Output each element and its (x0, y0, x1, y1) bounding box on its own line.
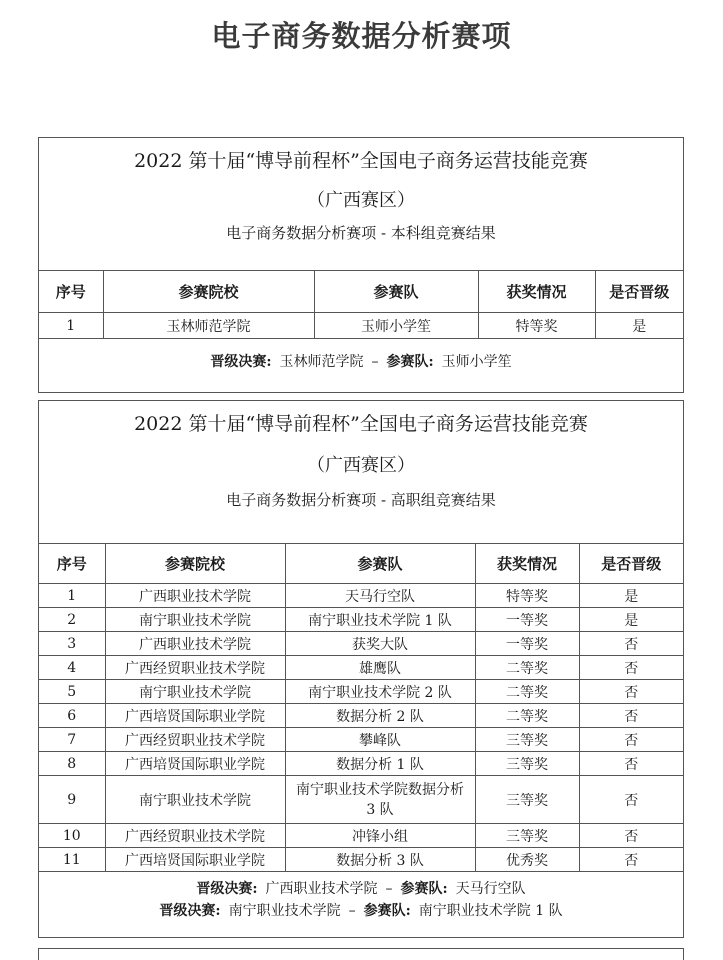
table-cell: 二等奖 (475, 656, 579, 680)
table-cell: 9 (39, 776, 105, 824)
table-row (39, 632, 683, 656)
vocational-results-section (38, 400, 684, 938)
table-cell: 雄鹰队 (285, 656, 475, 680)
table-header-row (39, 544, 683, 584)
table-cell: 南宁职业技术学院 1 队 (285, 608, 475, 632)
finals-team: 玉师小学笙 (441, 354, 512, 370)
region-title: （广西赛区） (307, 190, 415, 211)
competition-title: 2022 第十届“博导前程杯”全国电子商务运营技能竞赛 (134, 413, 588, 435)
finals-separator: – (348, 903, 356, 919)
table-cell: 三等奖 (475, 776, 579, 824)
finals-line (39, 878, 683, 900)
column-header: 获奖情况 (475, 544, 579, 584)
table-cell: 11 (39, 848, 105, 872)
table-cell: 攀峰队 (285, 728, 475, 752)
column-header: 序号 (39, 271, 103, 313)
table-cell: 数据分析 3 队 (285, 848, 475, 872)
table-row (39, 656, 683, 680)
table-cell: 获奖大队 (285, 632, 475, 656)
finals-separator: – (385, 881, 393, 897)
table-cell: 6 (39, 704, 105, 728)
finals-label: 晋级决赛: (210, 354, 272, 370)
table-cell: 否 (579, 680, 683, 704)
group-title: 电子商务数据分析赛项 - 高职组竞赛结果 (226, 491, 496, 509)
table-cell: 特等奖 (475, 584, 579, 608)
table-cell: 三等奖 (475, 728, 579, 752)
table-cell: 南宁职业技术学院数据分析 3 队 (285, 776, 475, 824)
group-title: 电子商务数据分析赛项 - 本科组竞赛结果 (226, 224, 496, 242)
table-cell: 否 (579, 848, 683, 872)
finals-school: 玉林师范学院 (279, 354, 364, 370)
page-title: 电子商务数据分析赛项 (211, 19, 512, 53)
undergrad-results-table (39, 270, 683, 339)
table-row (39, 848, 683, 872)
table-row (39, 824, 683, 848)
table-header-row (39, 271, 683, 313)
region-title: （广西赛区） (307, 455, 415, 476)
table-cell: 特等奖 (478, 313, 595, 339)
table-body (39, 313, 683, 339)
table-cell: 4 (39, 656, 105, 680)
table-cell: 否 (579, 728, 683, 752)
table-cell: 二等奖 (475, 704, 579, 728)
table-cell: 否 (579, 632, 683, 656)
table-cell: 广西经贸职业技术学院 (105, 824, 285, 848)
team-label: 参赛队: (400, 881, 448, 897)
finals-school: 广西职业技术学院 (265, 881, 378, 897)
table-cell: 一等奖 (475, 632, 579, 656)
table-cell: 是 (579, 608, 683, 632)
table-cell: 三等奖 (475, 824, 579, 848)
finals-label: 晋级决赛: (196, 881, 258, 897)
table-body (39, 584, 683, 872)
table-cell: 玉林师范学院 (103, 313, 314, 339)
table-cell: 广西培贤国际职业学院 (105, 752, 285, 776)
finals-team: 天马行空队 (455, 881, 526, 897)
finals-line (39, 900, 683, 922)
table-cell: 10 (39, 824, 105, 848)
column-header: 获奖情况 (478, 271, 595, 313)
table-cell: 玉师小学笙 (314, 313, 478, 339)
table-cell: 三等奖 (475, 752, 579, 776)
column-header: 参赛队 (314, 271, 478, 313)
table-cell: 数据分析 1 队 (285, 752, 475, 776)
table-cell: 1 (39, 313, 103, 339)
column-header: 是否晋级 (595, 271, 683, 313)
table-cell: 优秀奖 (475, 848, 579, 872)
table-cell: 天马行空队 (285, 584, 475, 608)
table-cell: 否 (579, 824, 683, 848)
table-row (39, 704, 683, 728)
table-cell: 南宁职业技术学院 (105, 608, 285, 632)
finals-label: 晋级决赛: (159, 903, 221, 919)
table-cell: 8 (39, 752, 105, 776)
table-cell: 冲锋小组 (285, 824, 475, 848)
table-cell: 广西经贸职业技术学院 (105, 728, 285, 752)
table-row (39, 313, 683, 339)
table-cell: 广西职业技术学院 (105, 632, 285, 656)
table-cell: 南宁职业技术学院 2 队 (285, 680, 475, 704)
table-row (39, 584, 683, 608)
table-cell: 南宁职业技术学院 (105, 680, 285, 704)
table-cell: 7 (39, 728, 105, 752)
table-row (39, 752, 683, 776)
table-cell: 数据分析 2 队 (285, 704, 475, 728)
table-cell: 是 (579, 584, 683, 608)
table-cell: 2 (39, 608, 105, 632)
table-cell: 广西培贤国际职业学院 (105, 848, 285, 872)
vocational-finals-note (39, 872, 683, 922)
table-row (39, 680, 683, 704)
finals-separator: – (371, 354, 379, 370)
table-cell: 否 (579, 752, 683, 776)
undergrad-results-section (38, 137, 684, 393)
column-header: 序号 (39, 544, 105, 584)
finals-line (39, 339, 683, 385)
column-header: 参赛院校 (103, 271, 314, 313)
finals-school: 南宁职业技术学院 (228, 903, 341, 919)
table-cell: 3 (39, 632, 105, 656)
competition-title: 2022 第十届“博导前程杯”全国电子商务运营技能竞赛 (134, 150, 588, 172)
table-row (39, 728, 683, 752)
finals-team: 南宁职业技术学院 1 队 (418, 903, 563, 919)
team-label: 参赛队: (363, 903, 411, 919)
table-cell: 广西培贤国际职业学院 (105, 704, 285, 728)
table-cell: 否 (579, 776, 683, 824)
table-cell: 1 (39, 584, 105, 608)
team-label: 参赛队: (386, 354, 434, 370)
table-cell: 是 (595, 313, 683, 339)
undergrad-header (39, 138, 683, 270)
vocational-results-table (39, 543, 683, 872)
table-cell: 否 (579, 656, 683, 680)
column-header: 参赛院校 (105, 544, 285, 584)
next-section-edge (38, 948, 684, 960)
column-header: 参赛队 (285, 544, 475, 584)
table-cell: 否 (579, 704, 683, 728)
table-row (39, 608, 683, 632)
column-header: 是否晋级 (579, 544, 683, 584)
table-cell: 二等奖 (475, 680, 579, 704)
table-cell: 5 (39, 680, 105, 704)
table-cell: 广西职业技术学院 (105, 584, 285, 608)
table-row (39, 776, 683, 824)
undergrad-finals-note (39, 339, 683, 385)
table-cell: 一等奖 (475, 608, 579, 632)
vocational-header (39, 401, 683, 543)
table-cell: 广西经贸职业技术学院 (105, 656, 285, 680)
table-cell: 南宁职业技术学院 (105, 776, 285, 824)
